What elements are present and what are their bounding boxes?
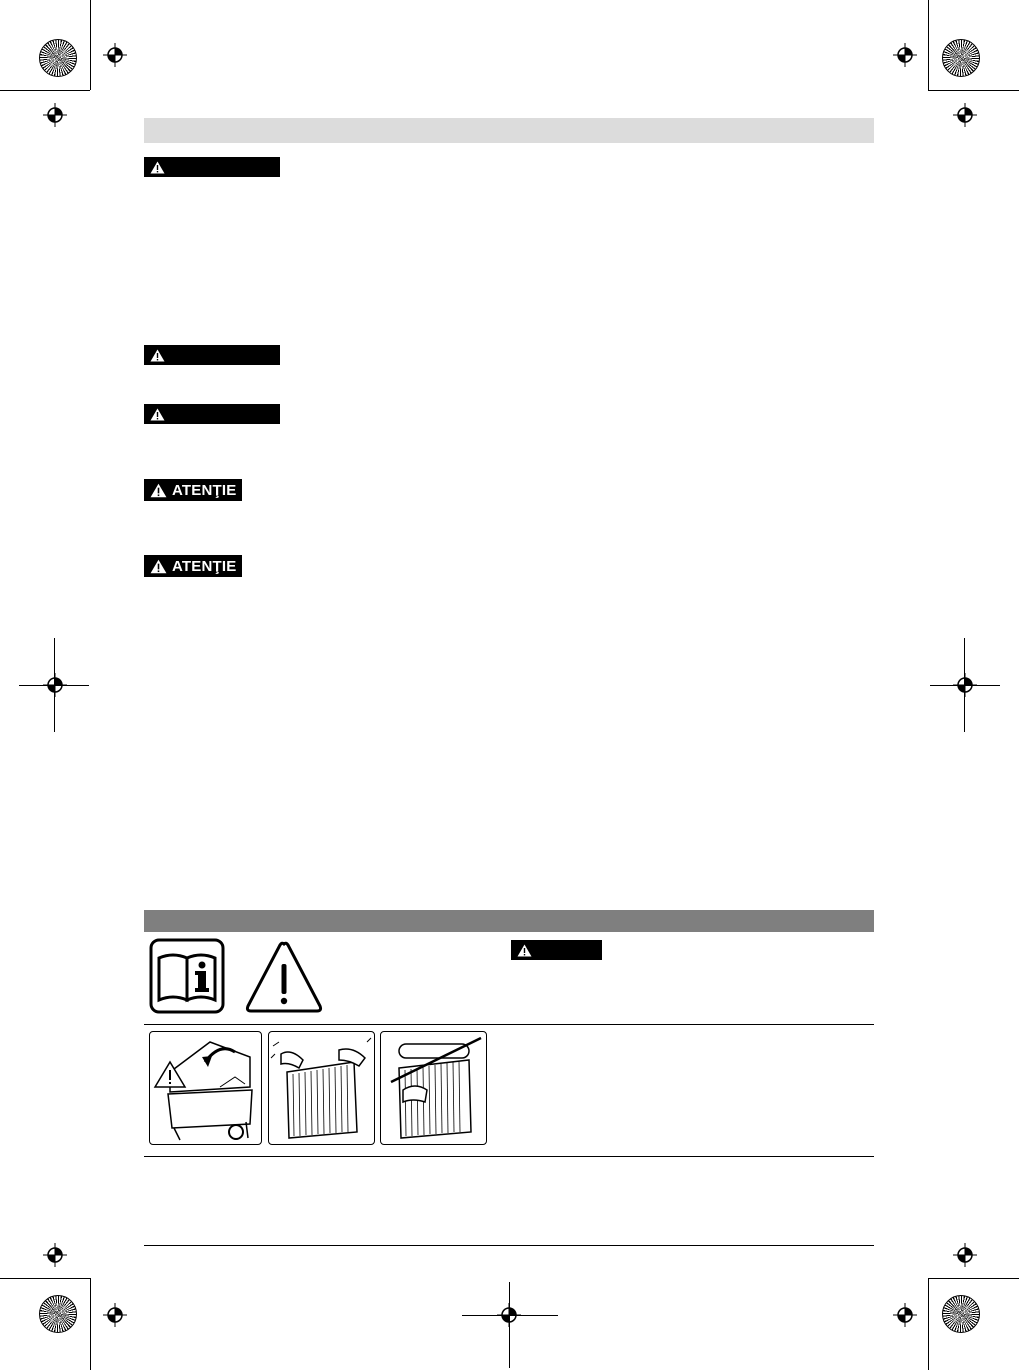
warning-badge <box>144 157 280 177</box>
registration-target-icon <box>103 1303 127 1327</box>
registration-target-icon <box>43 103 67 127</box>
registration-target-icon <box>103 43 127 67</box>
caution-badge-label: ATENŢIE <box>172 481 237 499</box>
trim-line <box>90 0 91 90</box>
color-burst-mark <box>942 1295 980 1333</box>
read-manual-icon <box>149 938 225 1014</box>
caution-badge-label: ATENŢIE <box>172 557 237 575</box>
warning-small-icon <box>517 944 532 957</box>
registration-target-icon <box>43 1243 67 1267</box>
footer-divider <box>144 1245 874 1246</box>
warning-small-icon <box>150 408 165 421</box>
trim-line <box>928 90 1019 91</box>
registration-target-icon <box>953 103 977 127</box>
warning-badge <box>144 404 280 424</box>
divider <box>144 1024 874 1025</box>
filter-tapping-illustration <box>268 1031 375 1145</box>
color-burst-mark <box>39 1295 77 1333</box>
trim-line <box>0 90 90 91</box>
trim-line <box>928 0 929 90</box>
divider <box>144 1156 874 1157</box>
trim-line <box>930 685 1000 686</box>
warning-small-icon <box>150 559 167 574</box>
warning-small-icon <box>150 349 165 362</box>
registration-target-icon <box>893 43 917 67</box>
trim-line <box>509 1282 510 1368</box>
warning-small-icon <box>150 161 165 174</box>
trim-line <box>964 638 965 732</box>
registration-target-icon <box>953 1243 977 1267</box>
registration-target-icon <box>893 1303 917 1327</box>
trim-line <box>928 1278 929 1370</box>
warning-badge <box>511 940 602 960</box>
color-burst-mark <box>942 39 980 77</box>
vacuum-lid-warning-illustration <box>149 1031 262 1145</box>
trim-line <box>928 1278 1019 1279</box>
section-header-bar-dark <box>144 910 874 932</box>
caution-badge <box>144 479 242 501</box>
trim-line <box>462 1315 558 1316</box>
warning-triangle-icon <box>245 940 323 1014</box>
section-header-bar <box>144 118 874 143</box>
warning-badge <box>144 345 280 365</box>
filter-brushing-prohibited-illustration <box>380 1031 487 1145</box>
color-burst-mark <box>39 39 77 77</box>
caution-badge <box>144 555 242 577</box>
trim-line <box>90 1278 91 1370</box>
warning-small-icon <box>150 483 167 498</box>
trim-line <box>54 638 55 732</box>
trim-line <box>0 1278 90 1279</box>
